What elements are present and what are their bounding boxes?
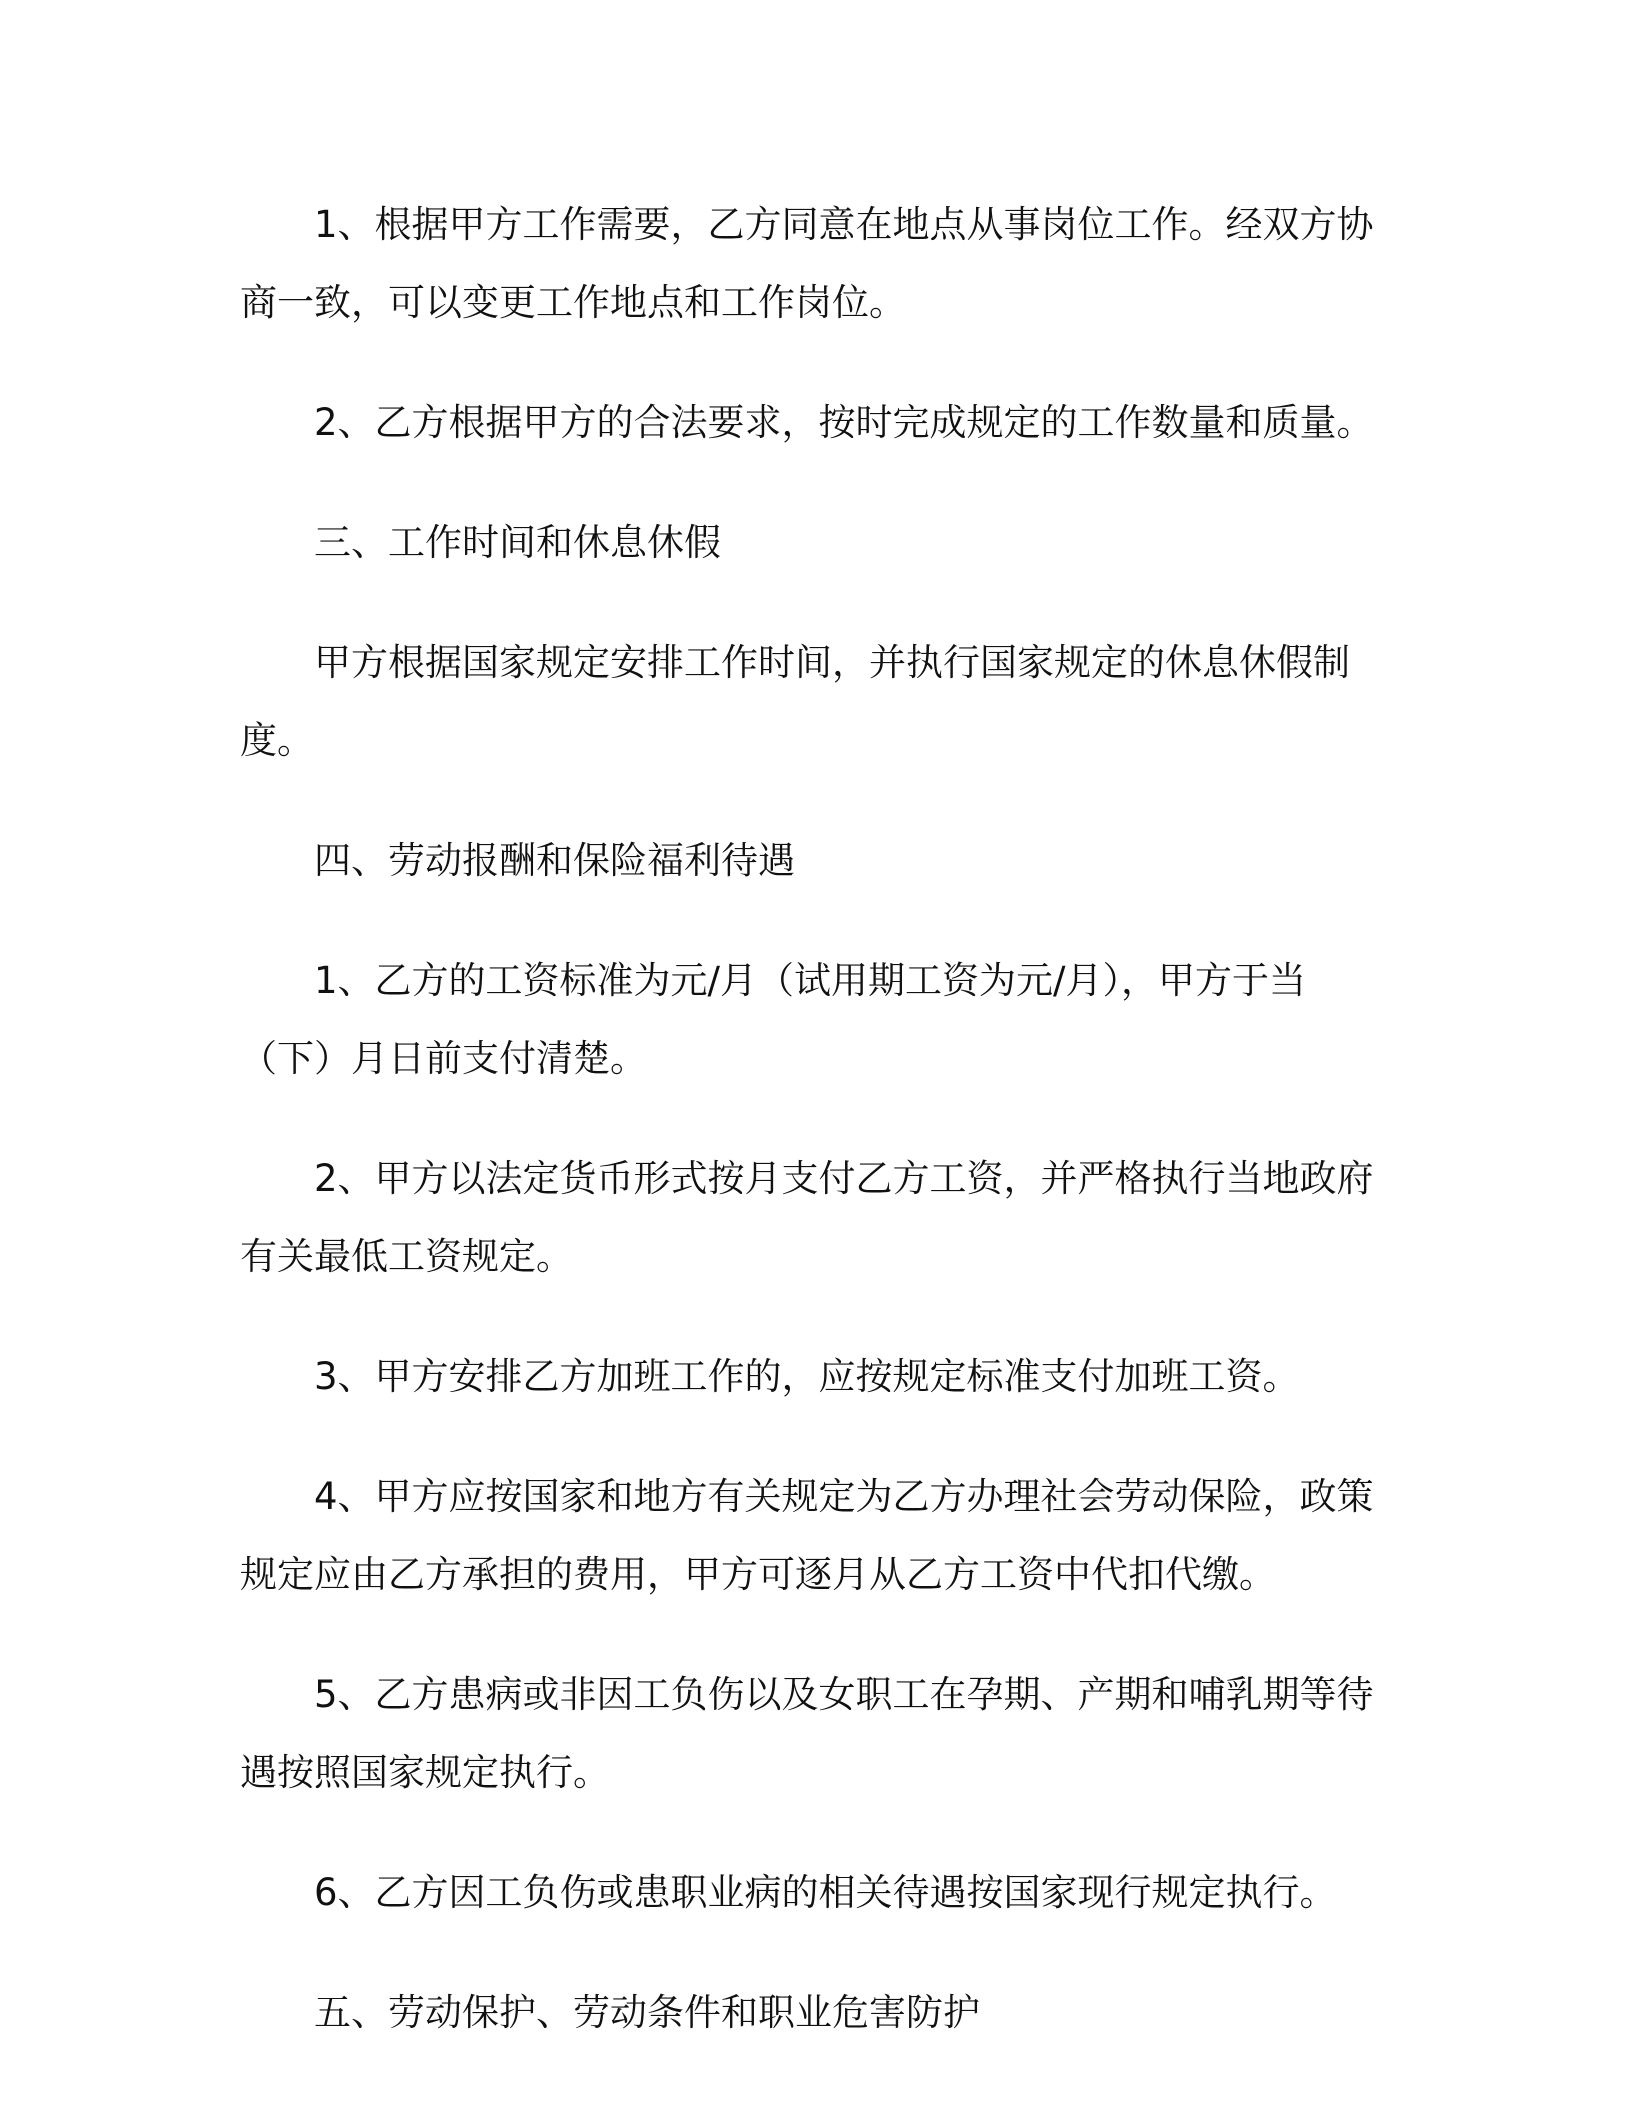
clause-paragraph: 1、根据甲方工作需要，乙方同意在地点从事岗位工作。经双方协商一致，可以变更工作地点和工作岗位。 — [240, 203, 1374, 324]
clause-paragraph: 5、乙方患病或非因工负伤以及女职工在孕期、产期和哺乳期等待遇按照国家规定执行。 — [240, 1673, 1374, 1794]
section-heading: 三、工作时间和休息休假 — [314, 521, 721, 564]
clause-paragraph: 4、甲方应按国家和地方有关规定为乙方办理社会劳动保险，政策规定应由乙方承担的费用，甲方可逐月从乙方工资中代扣代缴。 — [240, 1475, 1374, 1596]
clause-paragraph: 3、甲方安排乙方加班工作的，应按规定标准支付加班工资。 — [314, 1355, 1300, 1398]
clause-paragraph: 2、甲方以法定货币形式按月支付乙方工资，并严格执行当地政府有关最低工资规定。 — [240, 1157, 1374, 1278]
clause-paragraph: 1、乙方的工资标准为元/月（试用期工资为元/月），甲方于当（下）月日前支付清楚。 — [240, 959, 1306, 1080]
section-heading: 五、劳动保护、劳动条件和职业危害防护 — [314, 1991, 980, 2034]
section-heading: 四、劳动报酬和保险福利待遇 — [314, 839, 795, 882]
clause-paragraph: 甲方根据国家规定安排工作时间，并执行国家规定的休息休假制度。 — [240, 641, 1350, 762]
clause-paragraph: 2、乙方根据甲方的合法要求，按时完成规定的工作数量和质量。 — [314, 401, 1374, 444]
document-body — [240, 186, 1380, 2094]
clause-paragraph: 6、乙方因工负伤或患职业病的相关待遇按国家现行规定执行。 — [314, 1871, 1337, 1914]
